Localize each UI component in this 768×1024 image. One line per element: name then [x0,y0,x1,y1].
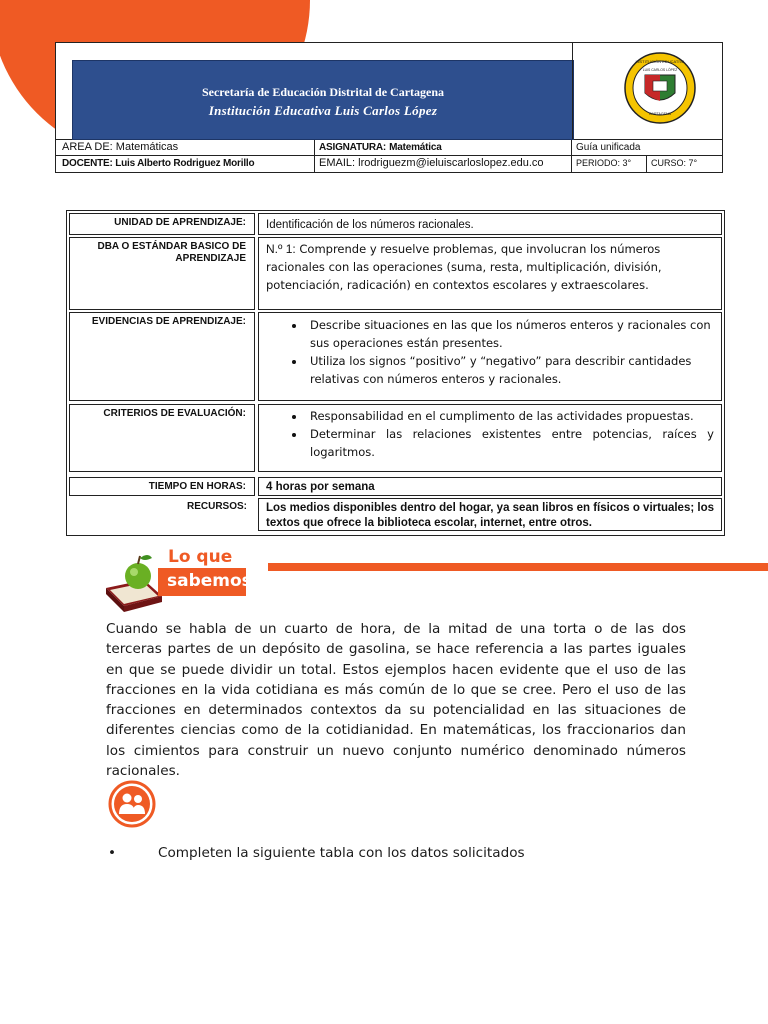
asignatura-cell [315,140,572,155]
logo-text-top: INSTITUCIÓN EDUCATIVA [635,59,685,64]
intro-paragraph: Cuando se habla de un cuarto de hora, de la mitad de una torta o de las dos terceras partes de un depósito de gasolina, se hace referencia a las partes iguales en que se puede dividir un total. Estos ejemplos hacen evidente que el uso de las fracciones en la vida cotidiana es más común de lo que se cree. Pero el uso de las fracciones en determinados contextos da su potencialidad en las situaciones de diferentes ciencias como de la cotidianidad. En matemáticas, los fraccionarios dan los cimientos para construir un nuevo conjunto numérico denominado números racionales. [106,621,686,780]
header-row-docente [55,155,723,173]
criterio-item: • Responsabilidad en el cumplimento de las actividades propuestas. [306,407,714,425]
dba-prefix: N.º 1: [266,242,296,256]
email-cell: EMAIL: lrodriguezm@ieluiscarloslopez.edu.co [315,156,572,172]
dba-row [69,237,722,310]
criterio-item: • Determinar las relaciones existentes entre potencias, raíces y logaritmos. [306,425,714,461]
section-divider-line [268,563,768,571]
recursos-row [69,498,722,531]
document-header [55,42,723,173]
evidencias-label: EVIDENCIAS DE APRENDIZAJE: [69,312,255,401]
asignatura-value: Matemática [389,142,442,153]
header-row-area [55,139,723,155]
criterios-row [69,404,722,472]
dba-content [258,237,722,310]
people-icon [108,780,156,828]
section-title-top: Lo que [168,547,233,567]
instruction-text: Completen la siguiente tabla con los datos solicitados [158,845,525,861]
tiempo-row [69,477,722,496]
area-cell: AREA DE: Matemáticas [56,140,315,155]
unidad-value: Identificación de los números racionales. [258,213,722,235]
unit-table [66,210,725,536]
recursos-label: RECURSOS: [186,501,247,512]
logo-text-mid: LUIS CARLOS LÓPEZ [642,68,678,72]
dba-value: Comprende y resuelve problemas, que involucran los números racionales con las operaciones (suma, resta, multiplicación, división, potenciación, radicación) en contextos escolares y extraescolares. [266,242,662,292]
evidencias-row [69,312,722,401]
dba-label: DBA O ESTÁNDAR BASICO DE APRENDIZAJE [69,237,255,310]
criterios-content [258,404,722,472]
section-title-bottom: sabemos [158,568,246,596]
institution-banner [72,60,574,140]
evidencia-item: • Describe situaciones en las que los números enteros y racionales con sus operaciones están presentes. [306,316,714,352]
tiempo-label: TIEMPO EN HORAS: [69,477,255,496]
periodo-text: PERIODO: 3° [572,156,647,172]
docente-text: DOCENTE: Luis Alberto Rodriguez Morillo [62,158,255,169]
unidad-label: UNIDAD DE APRENDIZAJE: [69,213,255,235]
logo-text-bottom: CARTAGENA [648,112,672,116]
institution-line1: Secretaría de Educación Distrital de Cartagena [201,85,445,99]
institution-line2: Institución Educativa Luis Carlos López [208,103,438,118]
curso-text: CURSO: 7° [651,158,698,168]
criterios-label: CRITERIOS DE EVALUACIÓN: [69,404,255,472]
unidad-row [69,213,722,235]
school-crest-logo [623,51,697,125]
asignatura-label: ASIGNATURA: [319,142,387,153]
guia-cell: Guía unificada [576,142,641,153]
docente-cell [56,156,315,172]
evidencias-content [258,312,722,401]
header-top-row [55,42,723,139]
tiempo-value: 4 horas por semana [258,477,722,496]
evidencia-item: • Utiliza los signos “positivo” y “negativo” para describir cantidades relativas con números enteros y racionales. [306,352,714,388]
recursos-value: Los medios disponibles dentro del hogar, ya sean libros en físicos o virtuales; los textos que ofrece la biblioteca escolar, internet, entre otros. [258,498,722,531]
periodo-curso-cell [572,156,722,172]
logo-cell [572,43,724,139]
instruction-item [108,845,525,861]
bullet-symbol: • [108,845,117,861]
